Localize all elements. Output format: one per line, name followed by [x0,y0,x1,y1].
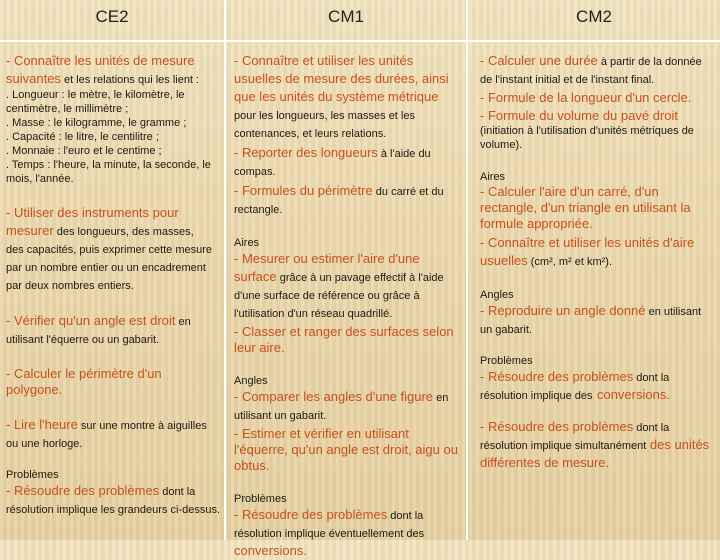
cm2-duration-block: - Calculer une durée à partir de la donnée de l'instant initial et de l'instant final. [480,53,702,86]
header-ce2: CE2 [95,7,129,26]
cm1-units-block: - Connaître et utiliser les unités usuelles de mesure des durées, ainsi que les unités du système métrique pour les longueurs, les masses et les contenances, et leurs relations. [234,53,449,140]
cm2-angles-label: Angles [480,289,514,301]
cm1-angles-label: Angles [234,375,268,387]
ce2-unit-time: . Temps : l'heure, la minute, la seconde, le mois, l'année. [6,159,211,185]
cm1-problems-label: Problèmes [234,493,287,505]
header-cm1: CM1 [328,7,364,26]
ce2-unit-money: . Monnaie : l'euro et le centime ; [6,145,162,157]
cm2-aires-label: Aires [480,171,506,183]
ce2-perimeter-block: - Calculer le périmètre d'un polygone. [6,366,162,397]
ce2-instruments-block: - Utiliser des instruments pour mesurer des longueurs, des masses, des capacités, puis exprimer cette mesure par un nombre entier ou un encadrement par deux nombres entiers. [6,205,213,292]
cm2-volume-block: - Formule du volume du pavé droit [480,108,678,123]
cm2-problems-units-block: - Résoudre des problèmes dont la résolution implique simultanément des unités différentes de mesure. [480,419,710,470]
cm1-compare-angles-block: - Comparer les angles d'une figure en utilisant un gabarit. [234,389,449,422]
ce2-time-block: - Lire l'heure sur une montre à aiguilles ou une horloge. [6,417,207,450]
ce2-right-angle-block: - Vérifier qu'un angle est droit en utilisant l'équerre ou un gabarit. [6,313,191,346]
cm1-area-block: - Mesurer ou estimer l'aire d'une surface grâce à un pavage effectif à l'aide d'une surface de référence ou grâce à l'utilisation d'un réseau quadrillé. [234,251,444,320]
ce2-unit-capacity: . Capacité : le litre, le centilitre ; [6,131,159,143]
cm2-circle-block: - Formule de la longueur d'un cercle. [480,90,692,105]
cm1-estimate-angle-block: - Estimer et vérifier en utilisant l'équerre, qu'un angle est droit, aigu ou obtus. [234,426,458,473]
cm2-reproduce-angle-block: - Reproduire un angle donné en utilisant un gabarit. [480,303,702,336]
cm1-compass-block: - Reporter des longueurs à l'aide du compas. [234,145,431,178]
cm2-volume-note: (initiation à l'utilisation d'unités métriques de volume). [480,125,694,151]
cm2-area-units-block: - Connaître et utiliser les unités d'aire usuelles (cm², m² et km²). [480,235,695,268]
cm1-sort-surfaces-block: - Classer et ranger des surfaces selon leur aire. [234,324,454,355]
ce2-problems-label: Problèmes [6,469,59,481]
column-cm2 [468,0,720,540]
ce2-unit-length: . Longueur : le mètre, le kilomètre, le centimètre, le millimètre ; [6,89,185,115]
ce2-unit-mass: . Masse : le kilogramme, le gramme ; [6,117,187,129]
cm2-area-formula-block: - Calculer l'aire d'un carré, d'un rectangle, d'un triangle en utilisant la formule appropriée. [480,184,691,231]
cm2-problems-label: Problèmes [480,355,533,367]
ce2-problems-block: - Résoudre des problèmes dont la résolution implique les grandeurs ci-dessus. [6,483,220,516]
column-cm1 [226,0,466,558]
ce2-units-block: - Connaître les unités de mesure suivantes et les relations qui les lient : [6,53,200,86]
header-cm2: CM2 [576,7,612,26]
cm2-problems-block: - Résoudre des problèmes dont la résolution implique des conversions. [480,369,670,402]
ce2-units-title: - Connaître les unités de mesure [6,53,195,68]
cm1-perimeter-block: - Formules du périmètre du carré et du rectangle. [234,183,444,216]
cm1-problems-block: - Résoudre des problèmes dont la résolution implique éventuellement des conversions. [234,507,425,558]
column-ce2 [0,0,224,540]
cm1-aires-label: Aires [234,237,260,249]
